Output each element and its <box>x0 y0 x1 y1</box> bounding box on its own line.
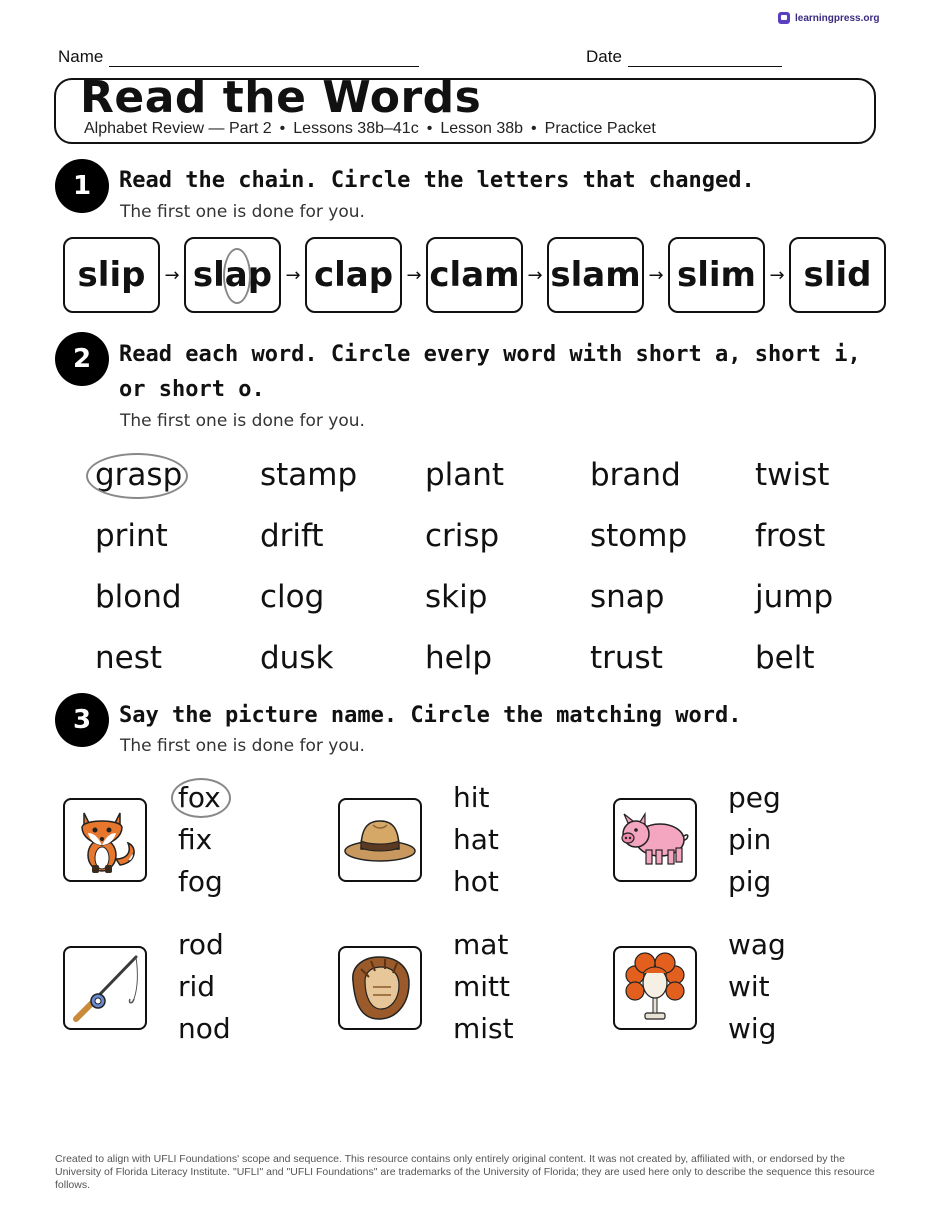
section-3-instruction: Say the picture name. Circle the matching word. <box>119 703 742 728</box>
subtitle-part: Practice Packet <box>544 120 656 137</box>
arrow-icon: → <box>648 264 664 286</box>
arrow-icon: → <box>285 264 301 286</box>
choice-word[interactable]: pig <box>728 865 772 898</box>
section-2-sub: The first one is done for you. <box>120 411 365 431</box>
date-field[interactable] <box>586 47 782 67</box>
separator: • <box>426 120 433 137</box>
word-grid <box>95 448 920 692</box>
wig-icon <box>623 951 687 1025</box>
answer-circle <box>171 778 231 818</box>
instruction-line: Read each word. Circle every word with short a, short i, <box>119 342 861 367</box>
subtitle-part: Lesson 38b <box>440 120 524 137</box>
choice-word[interactable]: rid <box>178 970 216 1003</box>
separator: • <box>279 120 286 137</box>
word-item[interactable]: print <box>95 518 168 554</box>
arrow-icon: → <box>769 264 785 286</box>
word-item[interactable]: help <box>425 640 493 676</box>
word-item[interactable]: plant <box>425 457 505 493</box>
chain-word[interactable]: clap <box>305 237 402 313</box>
page-title: Read the Words <box>80 72 482 123</box>
choice-list <box>728 777 781 903</box>
choice-list <box>453 777 499 903</box>
hat-icon <box>343 815 417 865</box>
choice-word[interactable]: fix <box>178 823 213 856</box>
chain-word[interactable]: slip <box>63 237 160 313</box>
word-item[interactable]: jump <box>755 579 834 615</box>
word-item[interactable]: trust <box>590 640 663 676</box>
choice-word[interactable]: wag <box>728 928 786 961</box>
name-field[interactable] <box>58 47 419 67</box>
fox-icon <box>70 803 140 877</box>
section-1-instruction: Read the chain. Circle the letters that changed. <box>119 168 755 193</box>
date-line <box>628 52 782 67</box>
word-item[interactable]: brand <box>590 457 681 493</box>
choice-word[interactable]: wig <box>728 1012 777 1045</box>
brand-logo-icon <box>778 12 790 24</box>
picture-box <box>613 798 697 882</box>
brand-text: learningpress.org <box>795 12 880 24</box>
word-item[interactable]: blond <box>95 579 182 615</box>
name-line <box>109 52 419 67</box>
section-2-number: 2 <box>55 332 109 386</box>
word-chain <box>63 237 886 313</box>
word-item[interactable]: clog <box>260 579 325 615</box>
choice-word[interactable]: wit <box>728 970 770 1003</box>
section-3-number: 3 <box>55 693 109 747</box>
choice-word[interactable]: pin <box>728 823 772 856</box>
section-1-sub: The first one is done for you. <box>120 202 365 222</box>
word-item[interactable]: frost <box>755 518 826 554</box>
subtitle-part: Alphabet Review — Part 2 <box>84 120 272 137</box>
word-item[interactable]: nest <box>95 640 163 676</box>
choice-word[interactable]: mitt <box>453 970 511 1003</box>
word-item[interactable]: snap <box>590 579 665 615</box>
choice-word[interactable]: rod <box>178 928 224 961</box>
chain-word[interactable]: slim <box>668 237 765 313</box>
brand-link[interactable] <box>778 12 879 24</box>
word-item[interactable]: stamp <box>260 457 358 493</box>
word-item[interactable]: skip <box>425 579 488 615</box>
picture-box <box>338 946 422 1030</box>
choice-list <box>178 777 223 903</box>
answer-circle <box>86 453 188 499</box>
choice-word[interactable]: fog <box>178 865 223 898</box>
section-3-sub: The first one is done for you. <box>120 736 365 756</box>
pig-icon <box>618 810 692 870</box>
word-item[interactable]: stomp <box>590 518 688 554</box>
section-2-instruction <box>119 337 861 407</box>
baseball-mitt-icon <box>343 951 417 1025</box>
choice-word[interactable]: fox <box>178 777 223 819</box>
picture-box <box>63 946 147 1030</box>
chain-word[interactable]: slid <box>789 237 886 313</box>
date-label: Date <box>586 47 622 66</box>
choice-word[interactable]: mat <box>453 928 509 961</box>
choice-word[interactable]: hat <box>453 823 499 856</box>
picture-box <box>338 798 422 882</box>
name-label: Name <box>58 47 104 66</box>
choice-word[interactable]: hot <box>453 865 499 898</box>
footer-disclaimer: Created to align with UFLI Foundations' scope and sequence. This resource contains only entirely original content. It was not created by, affiliated with, or endorsed by the University of Florida Literacy Institute. "UFLI" and "UFLI Foundations" are trademarks of the University of Florida; they are used here only to describe the sequence this resource follows. <box>55 1153 875 1191</box>
separator: • <box>531 120 537 137</box>
arrow-icon: → <box>527 264 543 286</box>
instruction-line: or short o. <box>119 377 265 402</box>
choice-word[interactable]: peg <box>728 781 781 814</box>
choice-word[interactable]: mist <box>453 1012 514 1045</box>
chain-word[interactable]: clam <box>426 237 523 313</box>
choice-word[interactable]: hit <box>453 781 490 814</box>
word-item[interactable]: belt <box>755 640 815 676</box>
choice-list <box>178 924 231 1050</box>
fishing-rod-icon <box>68 951 142 1025</box>
word-item[interactable]: drift <box>260 518 324 554</box>
word-item[interactable]: dusk <box>260 640 334 676</box>
arrow-icon: → <box>164 264 180 286</box>
subtitle <box>84 120 656 138</box>
word-item[interactable]: grasp <box>95 448 260 509</box>
chain-word[interactable]: slam <box>547 237 644 313</box>
changed-letter-circle <box>223 248 251 304</box>
choice-list <box>453 924 514 1050</box>
picture-box <box>613 946 697 1030</box>
choice-list <box>728 924 786 1050</box>
word-item[interactable]: twist <box>755 457 830 493</box>
picture-box <box>63 798 147 882</box>
subtitle-part: Lessons 38b–41c <box>293 120 419 137</box>
arrow-icon: → <box>406 264 422 286</box>
chain-word[interactable]: slap <box>184 237 281 313</box>
word-item[interactable]: crisp <box>425 518 500 554</box>
section-1-number: 1 <box>55 159 109 213</box>
choice-word[interactable]: nod <box>178 1012 231 1045</box>
